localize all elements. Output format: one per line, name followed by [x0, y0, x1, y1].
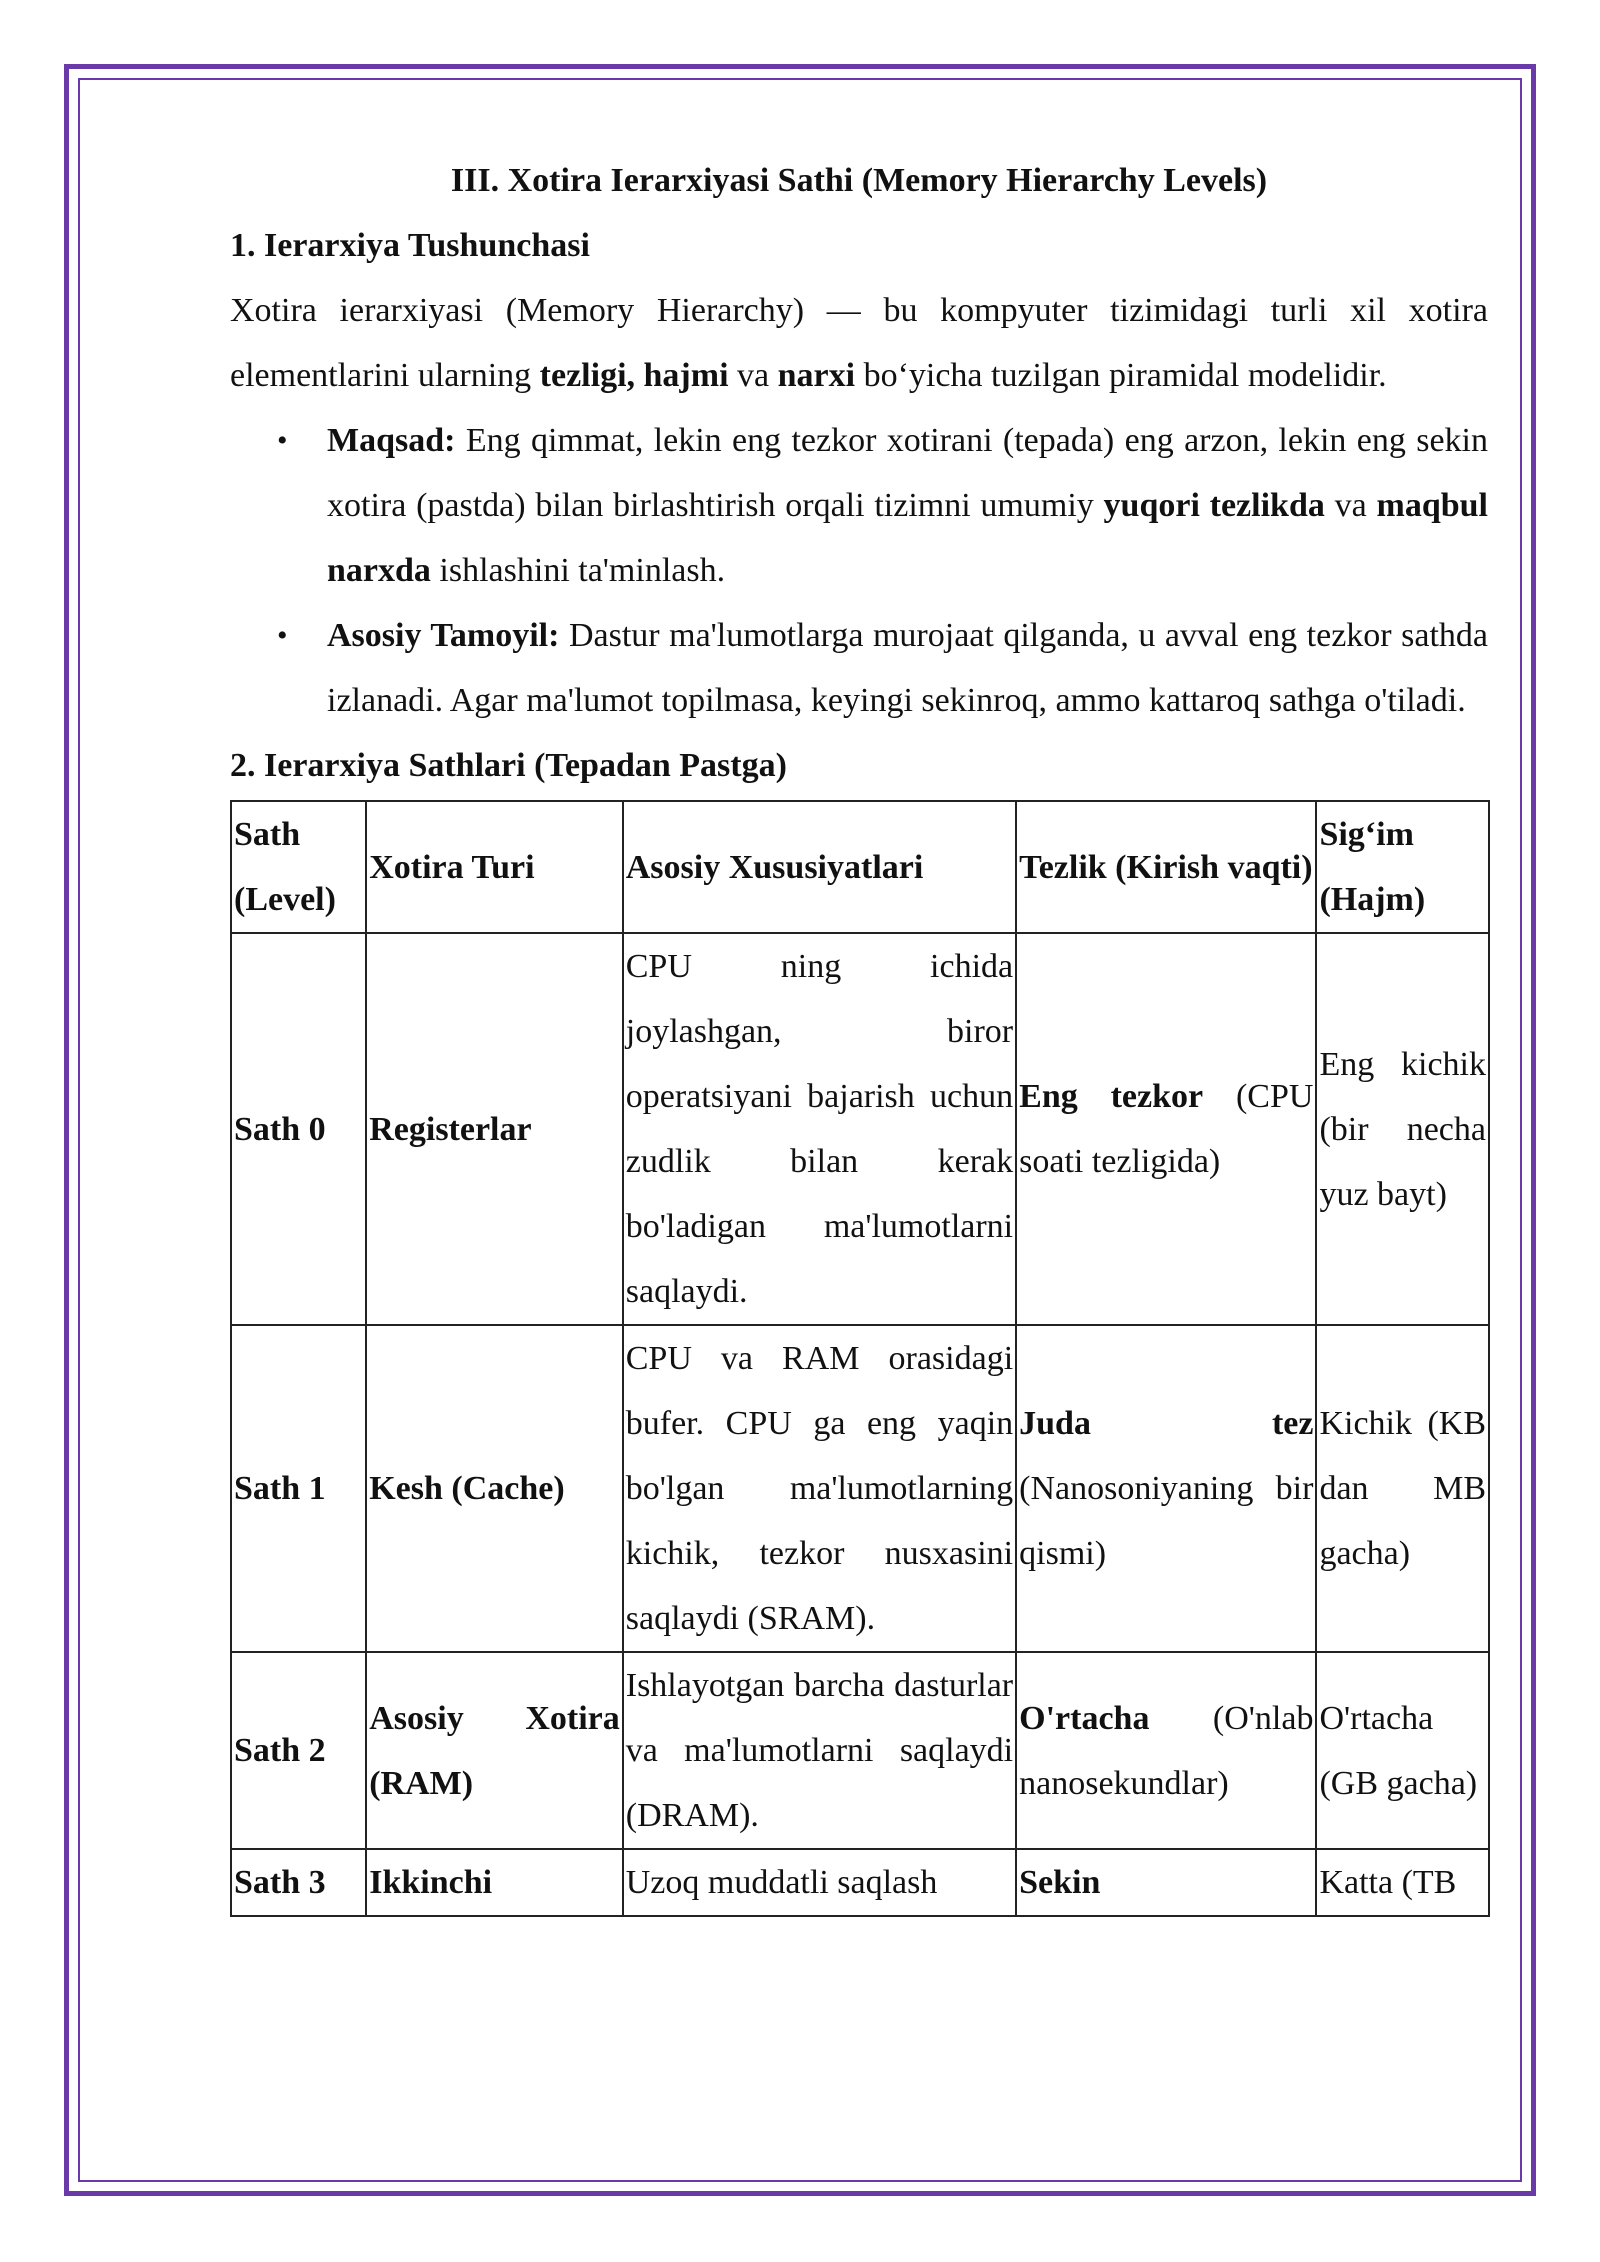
bullet-bold: yuqori tezlikda [1103, 487, 1325, 524]
cell-type: Ikkinchi [366, 1849, 623, 1916]
header-capacity: Sig‘im (Hajm) [1316, 801, 1489, 933]
intro-text-1: Xotira ierarxiyasi (Memory Hierarchy) — bu kompyuter tizimidagi turli xil xotira elementlarini ularning [230, 292, 1488, 394]
intro-text-2: va [728, 357, 778, 394]
cell-speed-text: (CPU soati tezligida) [1019, 1078, 1314, 1180]
page-title: III. Xotira Ierarxiyasi Sathi (Memory Hierarchy Levels) [450, 162, 1268, 199]
cell-level: Sath 3 [231, 1849, 366, 1916]
intro-bold-2: narxi [777, 357, 856, 394]
table-row [231, 1652, 1489, 1849]
table-header-row [231, 801, 1489, 933]
cell-speed-text: (Nanosoniyaning bir qismi) [1019, 1470, 1314, 1572]
intro-paragraph [230, 278, 1488, 408]
bullet-dot-icon: • [277, 619, 288, 652]
intro-text-3: bo‘yicha tuzilgan piramidal modelidir. [855, 357, 1387, 394]
header-type: Xotira Turi [366, 801, 623, 933]
bullet-item-maqsad [230, 408, 1488, 603]
cell-speed-bold: Eng tezkor [1019, 1078, 1204, 1115]
table-row [231, 1849, 1489, 1916]
cell-features: Ishlayotgan barcha dasturlar va ma'lumotlarni saqlaydi (DRAM). [623, 1652, 1016, 1849]
bullet-text: ishlashini ta'minlash. [430, 552, 726, 589]
header-level: Sath (Level) [231, 801, 366, 933]
section-heading-2: 2. Ierarxiya Sathlari (Tepadan Pastga) [230, 747, 787, 784]
bullet-text: Eng qimmat, lekin eng tezkor xotirani (tepada) eng arzon, lekin eng sekin xotira (pastda) bilan birlashtirish orqali tizimni umumiy [327, 422, 1488, 524]
cell-level: Sath 0 [231, 933, 366, 1325]
table-row [231, 933, 1489, 1325]
bullet-item-tamoyil [230, 603, 1488, 733]
cell-capacity: O'rtacha (GB gacha) [1316, 1652, 1489, 1849]
cell-speed-bold: Sekin [1019, 1864, 1101, 1901]
section-heading-1: 1. Ierarxiya Tushunchasi [230, 227, 590, 264]
intro-bold-1: tezligi, hajmi [539, 357, 729, 394]
cell-speed-bold: O'rtacha [1019, 1699, 1150, 1737]
header-features: Asosiy Xususiyatlari [623, 801, 1016, 933]
bullet-bold: maqbul narxda [327, 487, 1488, 589]
bullet-list [230, 408, 1488, 733]
bullet-label: Asosiy Tamoyil: [327, 617, 560, 654]
cell-speed [1016, 1849, 1316, 1916]
cell-speed-text: (O'nlab nanosekundlar) [1019, 1699, 1314, 1802]
cell-level: Sath 2 [231, 1652, 366, 1849]
cell-speed [1016, 1325, 1316, 1652]
cell-speed [1016, 1652, 1316, 1849]
document-body [230, 148, 1488, 1917]
cell-capacity: Katta (TB [1316, 1849, 1489, 1916]
table-row [231, 1325, 1489, 1652]
cell-level: Sath 1 [231, 1325, 366, 1652]
cell-capacity: Eng kichik (bir necha yuz bayt) [1316, 933, 1489, 1325]
cell-type: Kesh (Cache) [366, 1325, 623, 1652]
cell-capacity: Kichik (KB dan MB gacha) [1316, 1325, 1489, 1652]
bullet-text: Dastur ma'lumotlarga murojaat qilganda, u avval eng tezkor sathda izlanadi. Agar ma'lumot topilmasa, keyingi sekinroq, ammo kattaroq sathga o'tiladi. [327, 617, 1488, 719]
header-speed: Tezlik (Kirish vaqti) [1016, 801, 1316, 933]
cell-features: CPU ning ichida joylashgan, biror operatsiyani bajarish uchun zudlik bilan kerak bo'ladigan ma'lumotlarni saqlaydi. [623, 933, 1016, 1325]
cell-type: Registerlar [366, 933, 623, 1325]
hierarchy-table [230, 800, 1490, 1917]
cell-type: Asosiy Xotira (RAM) [366, 1652, 623, 1849]
bullet-dot-icon: • [277, 424, 288, 457]
bullet-text: va [1324, 487, 1377, 524]
cell-features: Uzoq muddatli saqlash [623, 1849, 1016, 1916]
cell-features: CPU va RAM orasidagi bufer. CPU ga eng yaqin bo'lgan ma'lumotlarning kichik, tezkor nusxasini saqlaydi (SRAM). [623, 1325, 1016, 1652]
cell-speed-bold: Juda tez [1019, 1405, 1314, 1442]
cell-speed [1016, 933, 1316, 1325]
bullet-label: Maqsad: [327, 422, 456, 459]
